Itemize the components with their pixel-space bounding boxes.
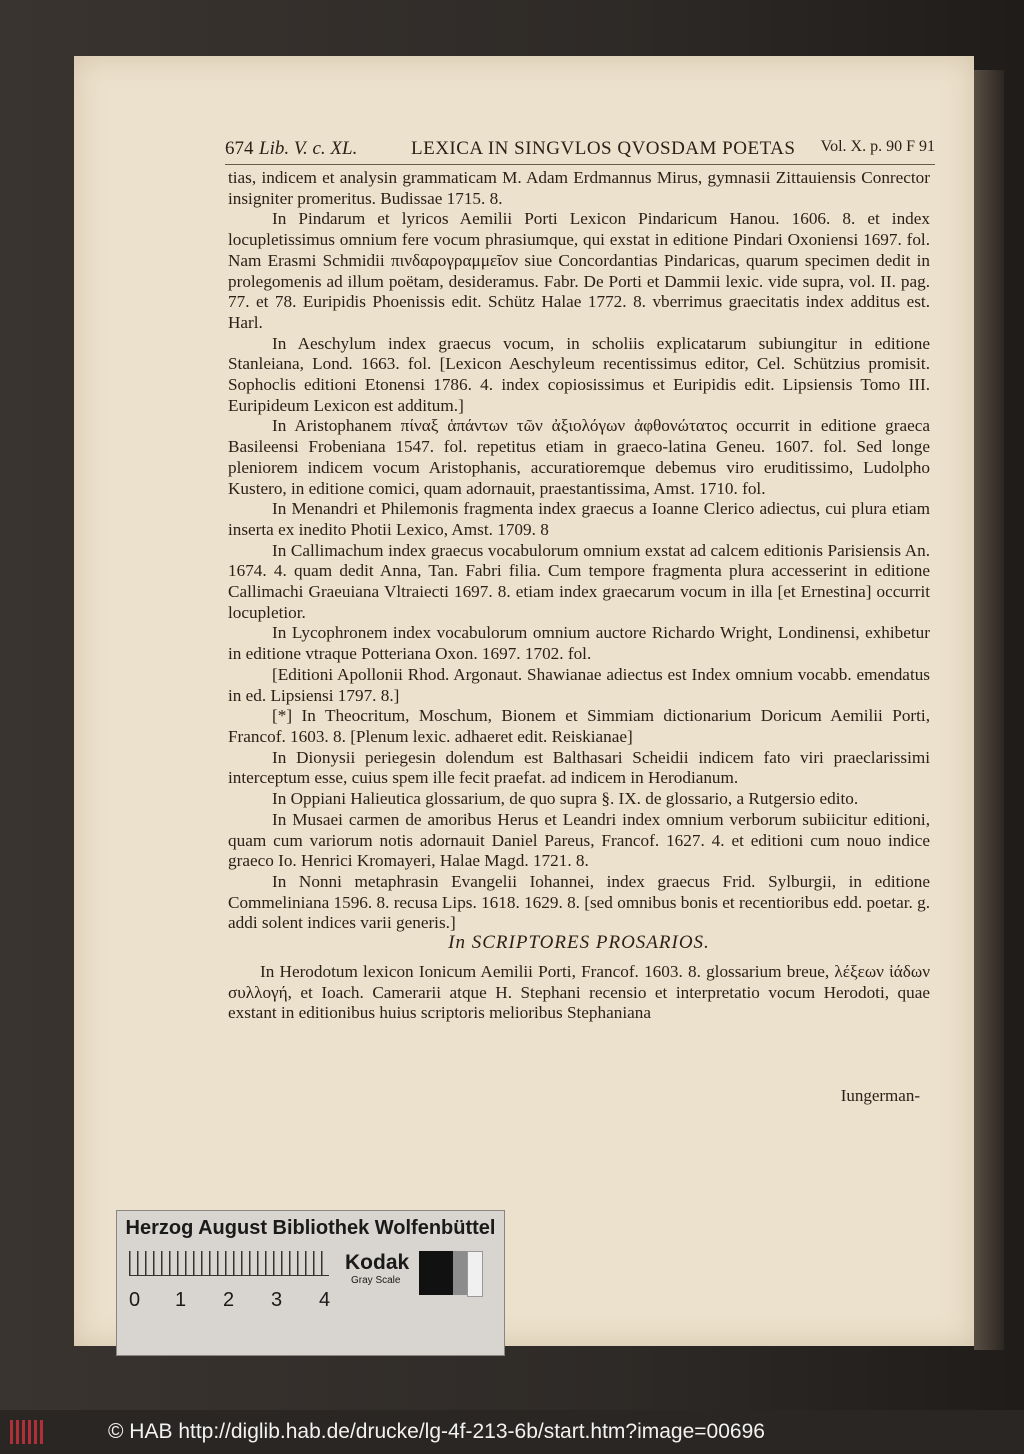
main-text — [228, 168, 930, 934]
book-reference: Lib. V. c. XL. — [259, 138, 358, 159]
gray-swatch — [453, 1251, 467, 1295]
paragraph: In Lycophronem index vocabulorum omnium auctore Richardo Wright, Londinensi, exhibetur in editione vtraque Potteriana Oxon. 1697. 1702. fol. — [228, 623, 930, 664]
section-heading: In SCRIPTORES PROSARIOS. — [448, 932, 710, 953]
kodak-logo: Kodak — [345, 1251, 410, 1274]
paragraph: [*] In Theocritum, Moschum, Bionem et Simmiam dictionarium Doricum Aemilii Porti, Francof. 1603. 8. [Plenum lexic. adhaeret edit. Reiskianae] — [228, 706, 930, 746]
copyright-url[interactable]: © HAB http://diglib.hab.de/drucke/lg-4f-213-6b/start.htm?image=00696 — [108, 1420, 765, 1443]
paragraph: In Aeschylum index graecus vocum, in scholiis explicatarum subiungitur in editione Stanleiana, Lond. 1663. fol. [Lexicon Aeschyleum recentissimus editor, Cel. Schützius promisit. Sophoclis editioni Etonensi 1786. 4. index copiosissimus et Euripidis edit. Lipsiensis Tomo III. Euripideum Lexicon est additum.] — [228, 333, 930, 415]
paragraph: In Menandri et Philemonis fragmenta index graecus a Ioanne Clerico adiectus, cui plura etiam inserta ex inedito Photii Lexico, Amst. 1709. 8 — [228, 499, 930, 539]
paragraph: [Editioni Apollonii Rhod. Argonaut. Shawianae adiectus est Index omnium vocabb. emendatus in ed. Lipsiensi 1797. 8.] — [228, 664, 930, 705]
volume-reference: Vol. X. p. 90 F 91 — [820, 138, 935, 155]
paragraph: In Oppiani Halieutica glossarium, de quo supra §. IX. de glossario, a Rutgersio edito. — [272, 789, 859, 809]
page-title: LEXICA IN SINGVLOS QVOSDAM POETAS — [411, 138, 796, 159]
paragraph: In Pindarum et lyricos Aemilii Porti Lexicon Pindaricum Hanou. 1606. 8. et index locupletissimus omnium fere vocum phrasiumque, qui exstat in editione Pindari Oxoniensi 1697. fol. Nam Erasmi Schmidii πινδαρογραμμεῖον siue Concordantias Pindaricas, quarum specimen dedit in prolegomenis ad illum poëtam, desideramus. Fabr. De Porti et Dammii lexic. vide supra, vol. II. pag. 77. et 78. Euripidis Phoenissis edit. Schütz Halae 1772. 8. vberrimus graecitatis index additus est. Harl. — [228, 209, 930, 332]
paragraph: In Nonni metaphrasin Evangelii Iohannei, index graecus Frid. Sylburgii, in editione Commeliniana 1596. 8. recusa Lips. 1618. 1629. 8. [sed omnibus bonis et recentioribus edd. poetar. g. addi solent indices varii generis.] — [228, 871, 930, 933]
paragraph: tias, indicem et analysin grammaticam M. Adam Erdmannus Mirus, gymnasii Zittauiensis Conrector insigniter promeritus. Budissae 1715. 8. — [228, 168, 930, 208]
grayscale-label: Gray Scale — [351, 1275, 401, 1286]
ruler-number: 0 — [129, 1289, 141, 1311]
paragraph: In Dionysii periegesin dolendum est Balthasari Scheidii indicem fato viri praeclarissimi interceptum esse, cuius spem ille fecit praefat. ad indicem in Herodianum. — [228, 747, 930, 788]
color-calibration-card — [116, 1210, 505, 1356]
catchword: Iungerman- — [840, 1086, 920, 1105]
ruler-number: 2 — [223, 1289, 235, 1311]
hab-logo-icon — [10, 1420, 46, 1444]
footer-bar — [0, 1410, 1024, 1454]
paragraph: In Callimachum index graecus vocabulorum omnium exstat ad calcem editionis Parisiensis An. 1674. 4. quam dedit Anna, Tan. Fabri filia. Cum tempore fragmenta plura accesserint in editione Callimachi Graeuiana Vltraiecti 1697. 8. etiam index graecarum vocum in illa [et Ernestina] occurrit locupletior. — [228, 540, 930, 622]
library-name: Herzog August Bibliothek Wolfenbüttel — [125, 1217, 496, 1239]
page-edge — [974, 70, 1004, 1350]
scale-ruler — [129, 1251, 329, 1276]
ruler-number: 3 — [271, 1289, 283, 1311]
black-swatch — [419, 1251, 453, 1295]
paragraph: In Aristophanem πίναξ ἁπάντων τῶν ἀξιολόγων ἀφθονώτατος occurrit in editione graeca Basileensi Frobeniana 1547. fol. repetitus etiam in graeco-latina Geneu. 1607. fol. Sed longe pleniorem indicem vocum Aristophanis, accuratioremque debemus viro eruditissimo, Ludolpho Kustero, in editione comici, quam adornauit, praestantissima, Amst. 1710. fol. — [228, 416, 930, 498]
section-text — [228, 962, 930, 1024]
ruler-number: 1 — [175, 1289, 187, 1311]
paragraph: In Musaei carmen de amoribus Herus et Leandri index omnium verborum subiicitur editioni, quam cum variorum notis adornauit Daniel Pareus, Francof. 1627. 4. et editioni cum nouo indice graeco Io. Henrici Kromayeri, Halae Magd. 1721. 8. — [228, 809, 930, 871]
ruler-number: 4 — [319, 1289, 331, 1311]
page-number: 674 — [225, 138, 254, 159]
running-head — [225, 134, 935, 165]
paragraph: In Herodotum lexicon Ionicum Aemilii Porti, Francof. 1603. 8. glossarium breue, λέξεων ἰάδων συλλογή, et Ioach. Camerarii atque H. Stephani recensio et interpretatio vocum Herodoti, quae exstant in editionibus huius scriptoris melioribus Stephaniana — [228, 962, 930, 1023]
light-swatch — [467, 1251, 483, 1297]
